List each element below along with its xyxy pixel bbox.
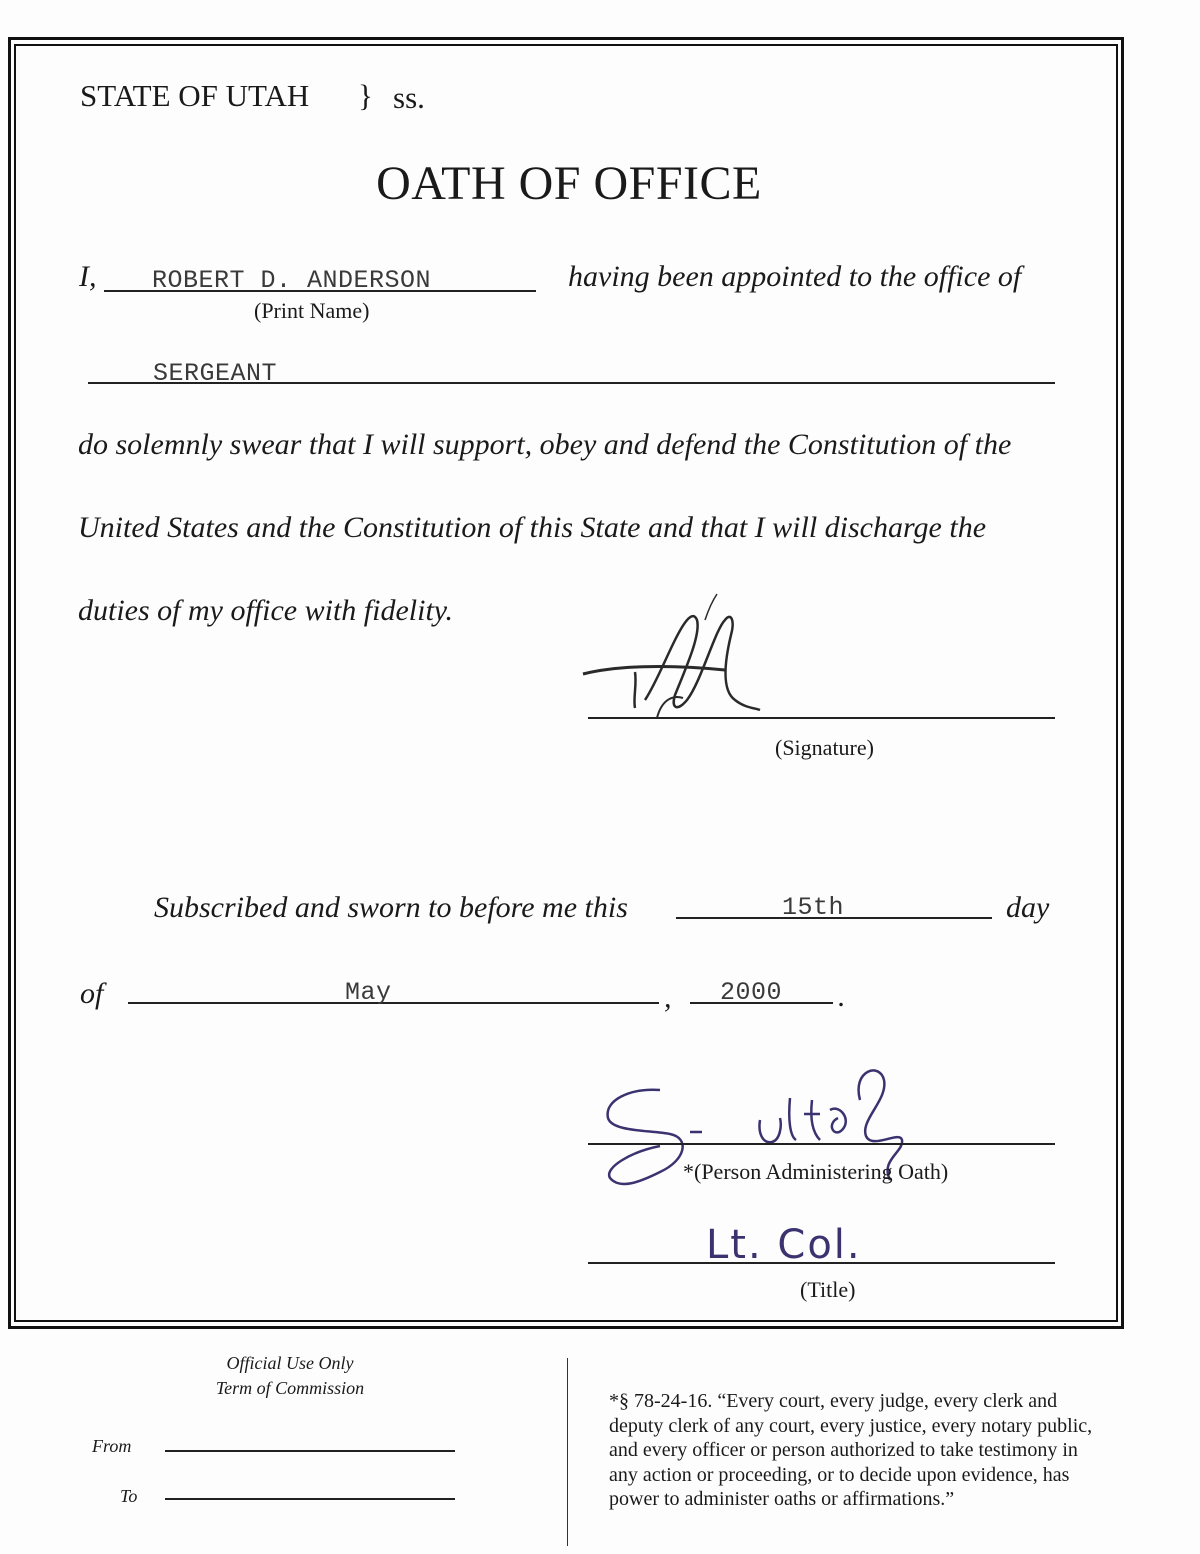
brace-symbol: }: [358, 78, 373, 113]
signature-line: [588, 717, 1055, 719]
month-line: [128, 1002, 659, 1004]
title-caption: (Title): [800, 1277, 856, 1302]
inner-border: [14, 44, 1118, 1322]
official-use-heading: Official Use Only: [226, 1353, 354, 1373]
administering-signature-mark: [590, 1060, 930, 1210]
footnote-line: deputy clerk of any court, every justice, every notary public,: [609, 1414, 1093, 1437]
oath-prefix: I,: [79, 260, 97, 293]
title-line: [588, 1262, 1055, 1264]
name-value: ROBERT D. ANDERSON: [152, 266, 432, 295]
day-word: day: [1006, 891, 1050, 924]
officer-title-value: Lt. Col.: [706, 1222, 862, 1268]
office-value: SERGEANT: [153, 359, 278, 388]
subscribed-text: Subscribed and sworn to before me this: [154, 891, 628, 924]
administering-signature-line: [588, 1143, 1055, 1145]
from-label: From: [92, 1436, 132, 1456]
footnote-line: any action or proceeding, or to decide upon evidence, has: [609, 1463, 1070, 1486]
footnote-line: power to administer oaths or affirmations.”: [609, 1488, 955, 1510]
oath-text-line: do solemnly swear that I will support, obey and defend the Constitution of the: [78, 428, 1012, 461]
appointment-suffix: having been appointed to the office of: [568, 260, 1022, 293]
statute-footnote: [609, 1389, 1092, 1512]
comma: ,: [664, 981, 672, 1014]
document-title: OATH OF OFFICE: [376, 157, 762, 210]
section-divider: [567, 1358, 568, 1546]
footnote-line: *§ 78-24-16. “Every court, every judge, every clerk and: [609, 1390, 1058, 1412]
oath-text-line: United States and the Constitution of this State and that I will discharge the: [78, 511, 987, 544]
month-value: May: [345, 978, 392, 1007]
signature-caption: (Signature): [775, 735, 874, 760]
to-line: [165, 1498, 455, 1500]
administering-caption: *(Person Administering Oath): [683, 1159, 949, 1184]
term-of-commission-heading: Term of Commission: [215, 1378, 365, 1398]
to-label: To: [120, 1486, 138, 1506]
from-line: [165, 1450, 455, 1452]
year-value: 2000: [720, 978, 783, 1007]
of-word: of: [80, 977, 104, 1010]
period: .: [838, 980, 846, 1013]
day-value: 15th: [782, 893, 845, 922]
oath-text-line: duties of my office with fidelity.: [78, 594, 453, 627]
state-heading: STATE OF UTAH: [80, 78, 310, 113]
footnote-line: and every officer or person authorized to take testimony in: [609, 1439, 1078, 1461]
name-caption: (Print Name): [254, 298, 370, 323]
officer-signature-mark: [575, 590, 775, 730]
ss-abbreviation: ss.: [393, 80, 425, 115]
